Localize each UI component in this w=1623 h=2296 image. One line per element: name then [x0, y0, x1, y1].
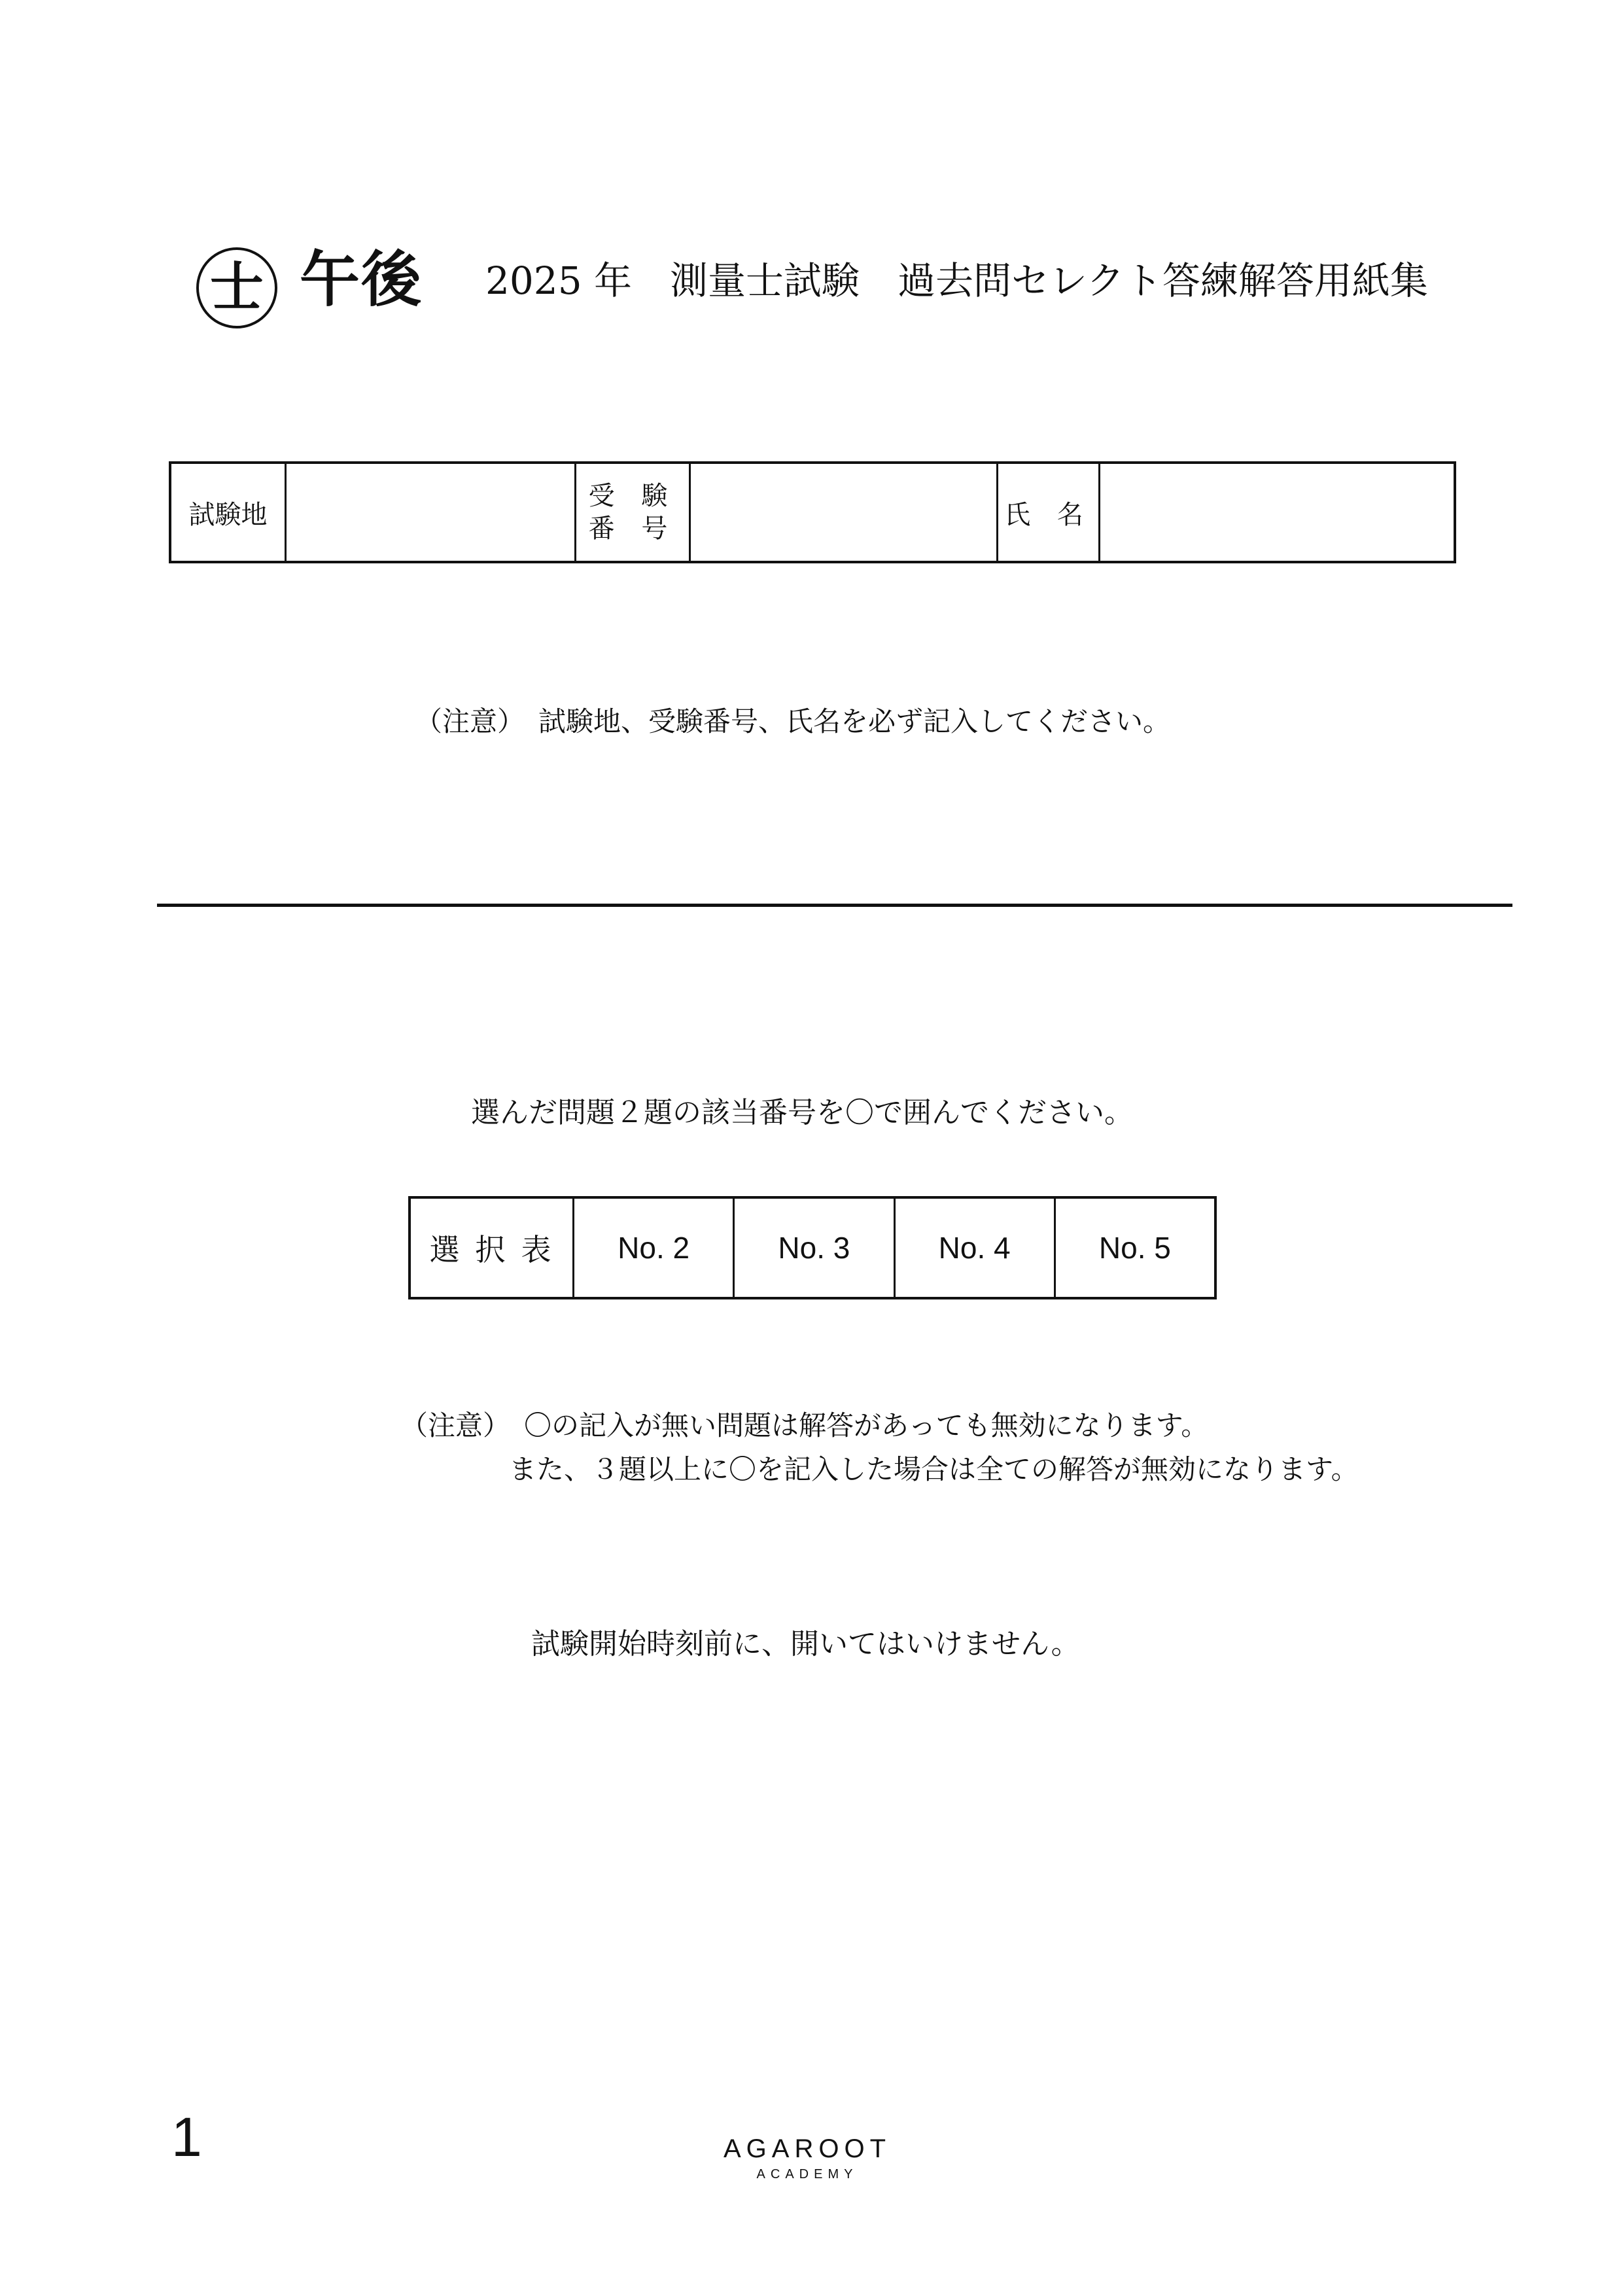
subject-circle-badge: 士 [196, 247, 277, 328]
name-label-cell [998, 464, 1100, 561]
fill-in-note: （注意） 試験地、受験番号、氏名を必ず記入してください。 [415, 705, 1171, 737]
option-no-4[interactable]: No. 4 [894, 1199, 1054, 1297]
section-divider [157, 904, 1512, 907]
session-label: 午後 [300, 245, 423, 315]
selection-table-label: 選択表 [411, 1199, 574, 1297]
exam-number-label-line1: 受 験 [588, 481, 677, 511]
exam-number-label-cell [576, 464, 691, 561]
examinee-info-table [169, 461, 1456, 563]
opening-warning: 試験開始時刻前に、開いてはいけません。 [531, 1627, 1080, 1661]
name-label: 氏 名 [1004, 499, 1092, 530]
selection-table [408, 1196, 1217, 1299]
selection-note-line2: また、３題以上に〇を記入した場合は全ての解答が無効になります。 [509, 1453, 1359, 1485]
logo-wordmark: AGAROOT [723, 2134, 892, 2163]
exam-number-field[interactable] [691, 464, 998, 561]
option-no-3[interactable]: No. 3 [733, 1199, 893, 1297]
site-label: 試験地 [188, 499, 268, 530]
option-no-5[interactable]: No. 5 [1054, 1199, 1214, 1297]
page-number: 1 [171, 2106, 202, 2168]
name-field[interactable] [1100, 464, 1454, 561]
exam-number-label-line2: 番 号 [588, 514, 677, 544]
agaroot-logo [716, 2136, 899, 2182]
selection-note-line1: （注意） 〇の記入が無い問題は解答があっても無効になります。 [400, 1409, 1209, 1441]
site-field[interactable] [287, 464, 576, 561]
site-label-cell [171, 464, 287, 561]
logo-subtext: ACADEMY [756, 2167, 858, 2181]
option-no-2[interactable]: No. 2 [618, 1231, 690, 1265]
page-title: 2025 年 測量士試験 過去問セレクト答練解答用紙集 [485, 258, 1428, 303]
selection-instruction: 選んだ問題２題の該当番号を〇で囲んでください。 [471, 1096, 1133, 1129]
